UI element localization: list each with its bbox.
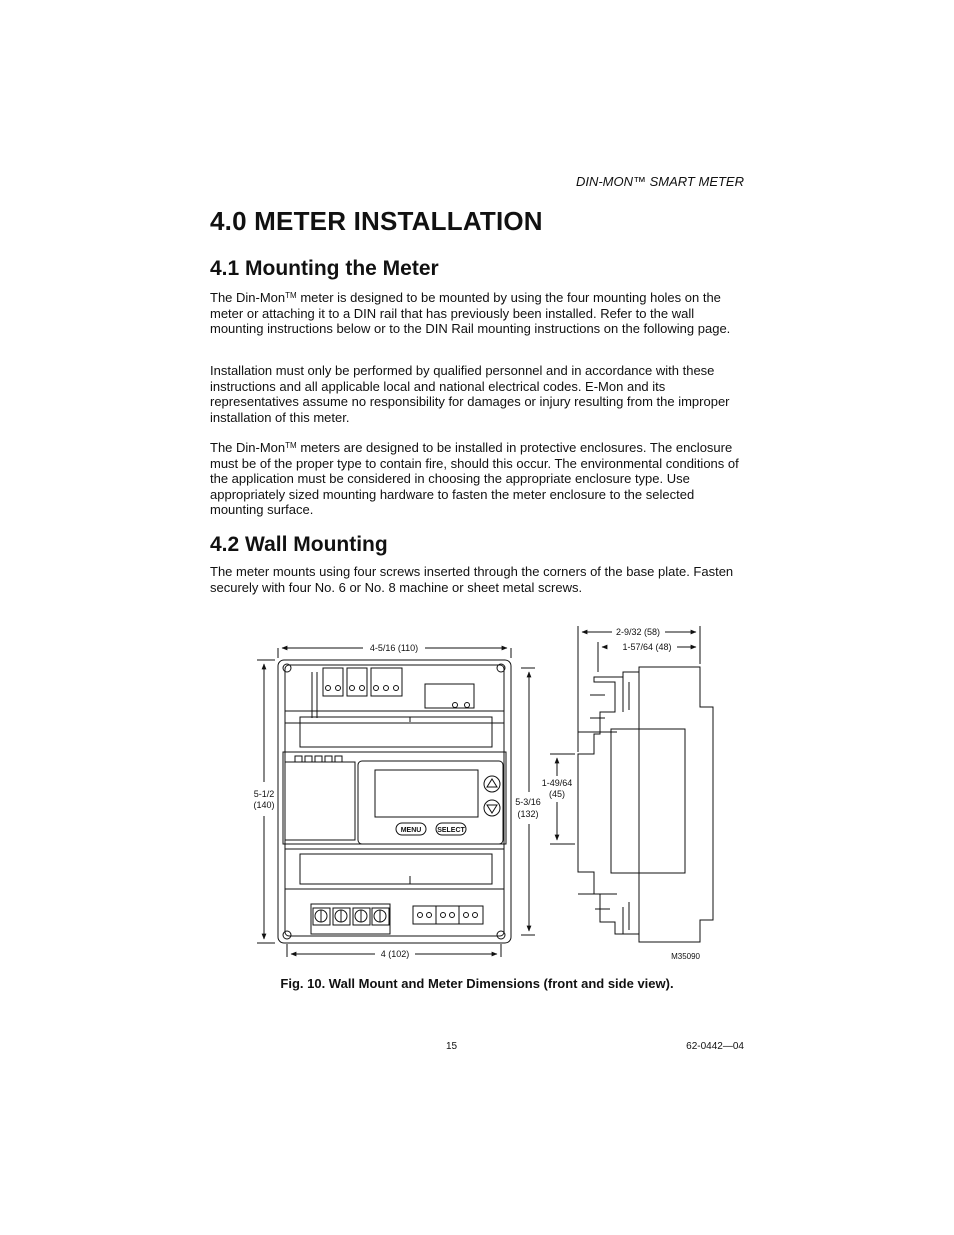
figure-caption: Fig. 10. Wall Mount and Meter Dimensions (front and side view). — [280, 976, 674, 991]
mounting-paragraph-3: The Din-Mon™ meters are designed to be installed in protective enclosures. The enclosure must be of the proper type to contain fire, should this occur. The environmental conditions of the application must be considered in choosing the appropriate enclosure type. Use appropriately sized mounting hardware to fasten the meter enclosure to the selected mounting surface. — [210, 440, 739, 518]
select-button-label: SELECT — [437, 827, 465, 834]
document-number: 62-0442—04 — [686, 1041, 744, 1052]
dim-side-rail-value: 1-49/64 — [541, 778, 573, 788]
dim-side-rail-metric: (45) — [548, 789, 566, 799]
meter-dimension-diagram — [245, 622, 725, 970]
dim-left-height-metric: (140) — [253, 800, 275, 810]
mounting-paragraph-2: Installation must only be performed by qualified personnel and in accordance with these instructions and all applicable local and national electrical codes. E-Mon and its representatives assume no responsibility for damages or injury resulting from the improper installation of this meter. — [210, 363, 730, 425]
mounting-paragraph-1: The Din-Mon™ meter is designed to be mounted by using the four mounting holes on the meter or attaching it to a DIN rail that has previously been installed. Refer to the wall mounting instructions below or to the DIN Rail mounting instructions on the following page. — [210, 290, 731, 337]
dim-right-height-value: 5-3/16 — [515, 797, 541, 807]
mounting-heading: 4.1 Mounting the Meter — [210, 257, 439, 280]
dim-right-height-metric: (132) — [517, 809, 539, 819]
menu-button-label: MENU — [400, 827, 422, 834]
page-number: 15 — [446, 1041, 458, 1052]
figure-id: M35090 — [671, 952, 700, 961]
dim-bottom-width: 4 (102) — [380, 949, 410, 959]
front-view — [278, 660, 511, 943]
wall-mounting-heading: 4.2 Wall Mounting — [210, 533, 388, 556]
dim-top-width: 4-5/16 (110) — [369, 643, 419, 653]
wall-mounting-paragraph: The meter mounts using four screws inserted through the corners of the base plate. Fasten securely with four No. 6 or No. 8 machine or sheet metal screws. — [210, 564, 734, 595]
side-view — [578, 667, 713, 942]
section-title: 4.0 METER INSTALLATION — [210, 206, 543, 236]
running-header: DIN-MON™ SMART METER — [575, 174, 744, 189]
dim-left-height-value: 5-1/2 — [253, 789, 275, 799]
dim-side-depth-total: 2-9/32 (58) — [615, 627, 661, 637]
dim-side-depth-inner: 1-57/64 (48) — [622, 642, 672, 652]
